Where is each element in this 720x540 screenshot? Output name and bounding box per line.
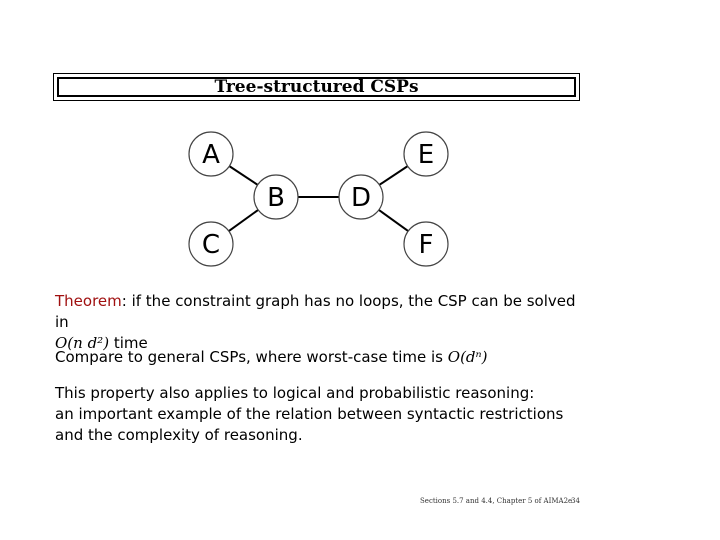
property-line-3: and the complexity of reasoning. — [55, 426, 303, 444]
edge-d-e — [379, 166, 407, 185]
compare-text: Compare to general CSPs, where worst-case time is — [55, 348, 448, 366]
node-f-label: F — [418, 230, 434, 260]
node-d-label: D — [350, 183, 372, 213]
graph-nodes — [189, 132, 448, 266]
edge-a-b — [229, 166, 257, 185]
theorem-time: time — [109, 334, 148, 352]
page-number: 34 — [571, 497, 580, 505]
slide-title: Tree-structured CSPs — [57, 77, 576, 97]
footer-citation: Sections 5.7 and 4.4, Chapter 5 of AIMA2e — [420, 497, 573, 505]
theorem-complexity: O(n d²) — [55, 334, 110, 352]
theorem-paragraph — [55, 291, 585, 354]
property-line-1: This property also applies to logical and probabilistic reasoning: — [55, 384, 535, 402]
property-line-2: an important example of the relation between syntactic restrictions — [55, 405, 564, 423]
property-paragraph — [55, 383, 595, 446]
edge-c-b — [229, 210, 258, 231]
compare-complexity: O(dⁿ) — [447, 348, 488, 366]
node-e-label: E — [417, 140, 435, 170]
theorem-text: : if the constraint graph has no loops, the CSP can be solved in — [55, 292, 576, 331]
edge-d-f — [379, 210, 408, 231]
node-a-label: A — [202, 140, 220, 170]
node-c-label: C — [201, 230, 221, 260]
compare-paragraph — [55, 347, 487, 368]
node-b-label: B — [267, 183, 285, 213]
theorem-label: Theorem — [55, 292, 122, 310]
